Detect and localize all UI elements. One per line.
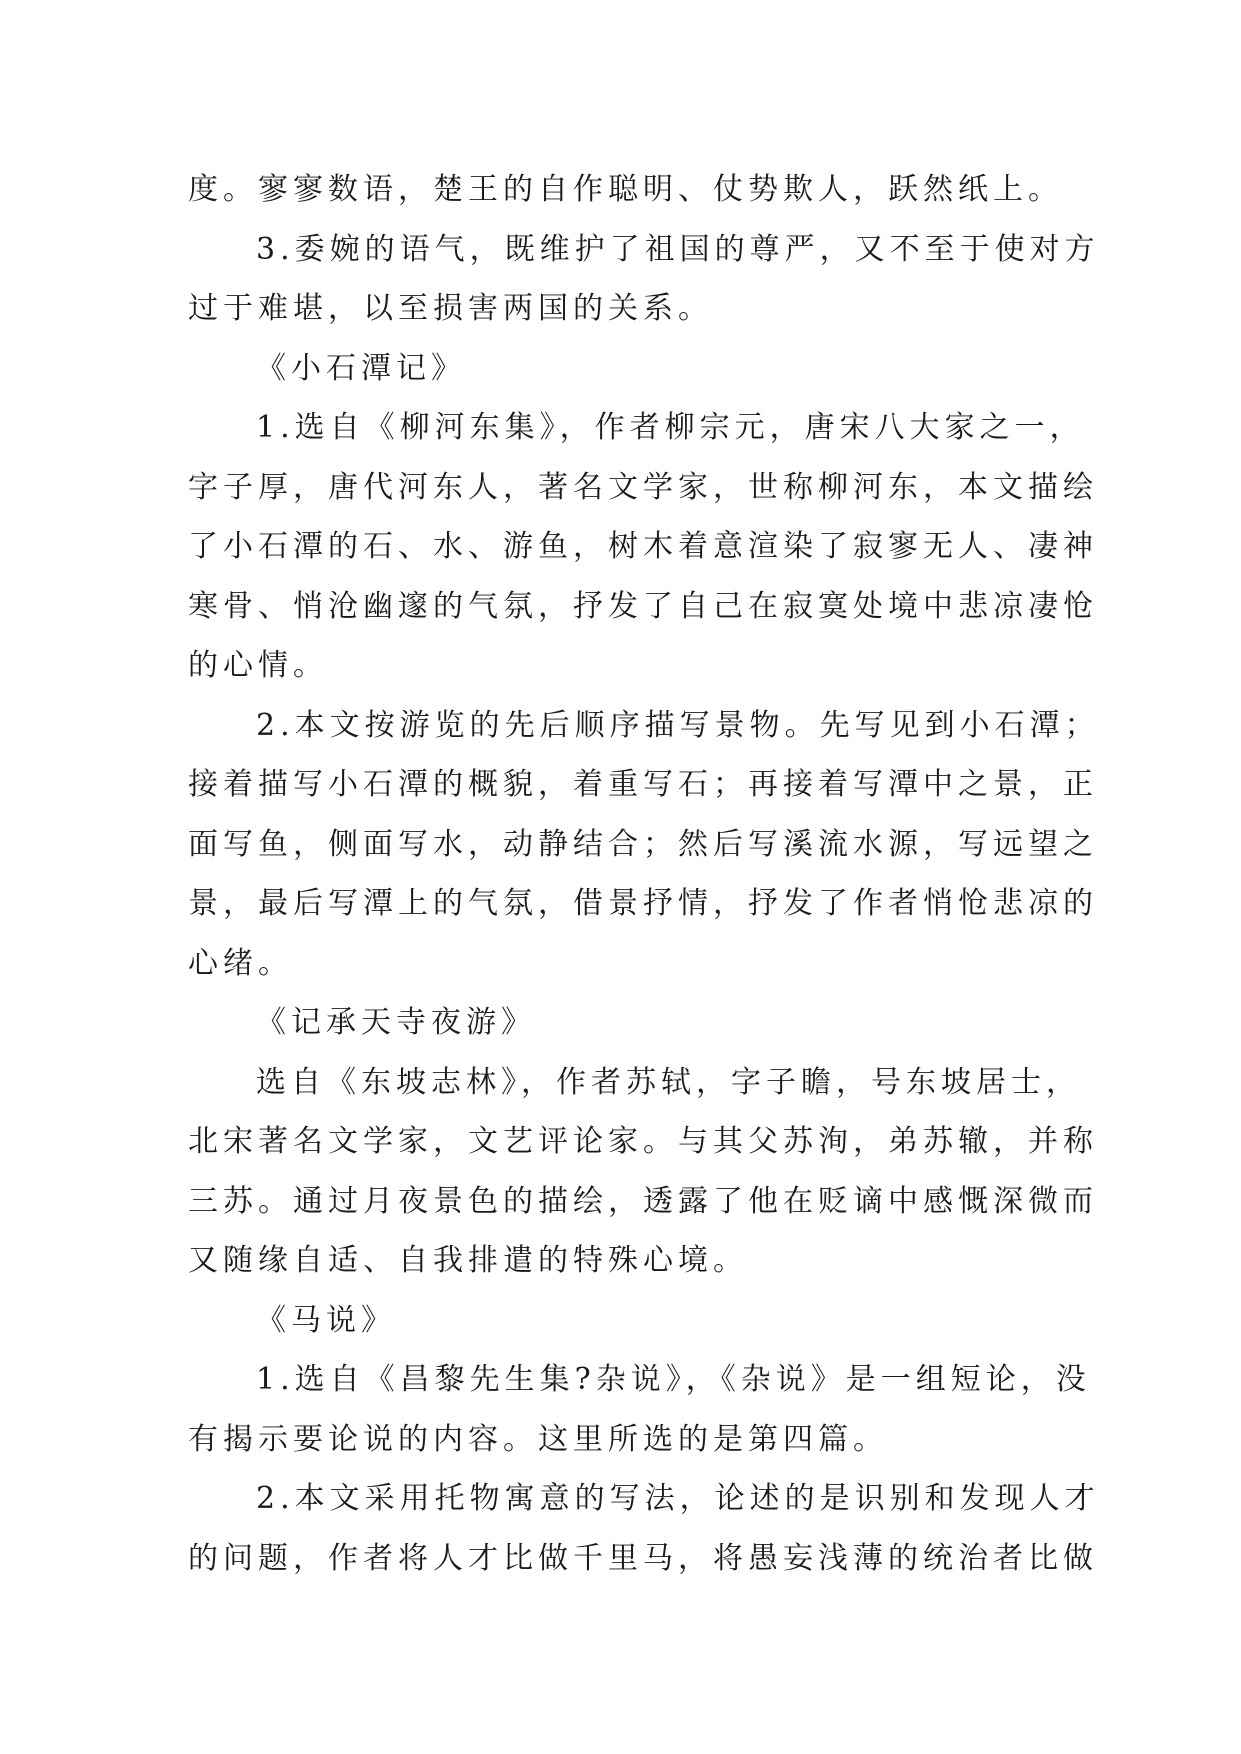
text-line: 度。寥寥数语，楚王的自作聪明、仗势欺人，跃然纸上。: [188, 172, 1063, 207]
document-body: [188, 160, 1100, 1588]
text-line: 了小石潭的石、水、游鱼，树木着意渲染了寂寥无人、凄神: [188, 529, 1098, 564]
section-title: 《记承天寺夜游》: [256, 1005, 536, 1040]
text-line: 选自《东坡志林》，作者苏轼，字子瞻，号东坡居士，: [256, 1064, 1081, 1100]
section-title: 《小石潭记》: [256, 350, 466, 386]
text-line: 的问题，作者将人才比做千里马，将愚妄浅薄的统治者比做: [188, 1540, 1098, 1576]
text-line: 的心情。: [188, 648, 328, 683]
section-title: 《马说》: [256, 1302, 396, 1338]
text-line: 心绪。: [188, 945, 293, 981]
text-line: 寒骨、悄沧幽邃的气氛，抒发了自己在寂寞处境中悲凉凄怆: [188, 588, 1098, 624]
text-line: 字子厚，唐代河东人，著名文学家，世称柳河东，本文描绘: [188, 469, 1098, 505]
text-line: 景，最后写潭上的气氛，借景抒情，抒发了作者悄怆悲凉的: [188, 886, 1098, 921]
text-line: 3.委婉的语气，既维护了祖国的尊严，又不至于使对方: [256, 231, 1100, 267]
text-line: 有揭示要论说的内容。这里所选的是第四篇。: [188, 1421, 888, 1457]
text-line: 三苏。通过月夜景色的描绘，透露了他在贬谪中感慨深微而: [188, 1183, 1098, 1219]
text-line: 面写鱼，侧面写水，动静结合；然后写溪流水源，写远望之: [188, 826, 1098, 862]
text-line: 接着描写小石潭的概貌，着重写石；再接着写潭中之景，正: [188, 767, 1098, 802]
text-line: 1.选自《柳河东集》，作者柳宗元，唐宋八大家之一，: [256, 410, 1085, 445]
text-line: 北宋著名文学家，文艺评论家。与其父苏洵，弟苏辙，并称: [188, 1124, 1098, 1159]
text-line: 又随缘自适、自我排遣的特殊心境。: [188, 1243, 748, 1278]
text-line: 2.本文采用托物寓意的写法，论述的是识别和发现人才: [256, 1481, 1100, 1516]
text-line: 1.选自《昌黎先生集?杂说》，《杂说》是一组短论，没: [256, 1362, 1091, 1397]
text-line: 过于难堪，以至损害两国的关系。: [188, 291, 713, 326]
text-line: 2.本文按游览的先后顺序描写景物。先写见到小石潭；: [256, 707, 1100, 743]
